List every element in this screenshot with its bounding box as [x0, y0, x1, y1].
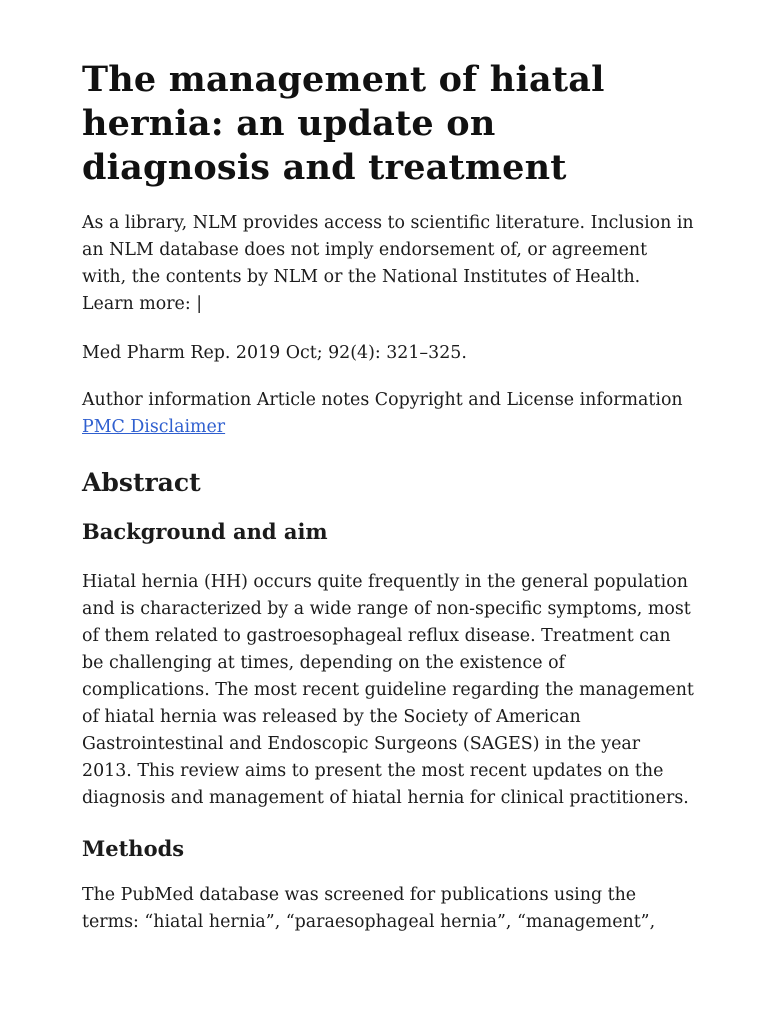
background-text: Hiatal hernia (HH) occurs quite frequently in the general population and is characterized by a wide range of non-specific symptoms, most of them related to gastroesophageal reflux disease. Treatment can be challenging at times, depending on the existence of complications. The most recent guideline regarding the management of hiatal hernia was released by the Society of American Gastrointestinal and Endoscopic Surgeons (SAGES) in the year 2013. This review aims to present the most recent updates on the diagnosis and management of hiatal hernia for clinical practitioners. [82, 572, 694, 808]
citation: Med Pharm Rep. 2019 Oct; 92(4): 321–325. [82, 343, 467, 363]
nlm-disclaimer: As a library, NLM provides access to scientific literature. Inclusion in an NLM database does not imply endorsement of, or agreement with, the contents by NLM or the National Institutes of Health. Learn more: | [82, 213, 694, 314]
article-meta [82, 387, 694, 441]
article-title: The management of hiatal hernia: an update on diagnosis and treatment [82, 59, 605, 188]
background-heading: Background and aim [82, 519, 328, 544]
methods-heading: Methods [82, 836, 185, 861]
meta-links-text[interactable]: Author information Article notes Copyright and License information [82, 390, 683, 410]
methods-text: The PubMed database was screened for publications using the terms: “hiatal hernia”, “paraesophageal hernia”, “management”, [82, 885, 656, 932]
article-content [82, 58, 694, 936]
pmc-disclaimer-link[interactable]: PMC Disclaimer [82, 417, 226, 437]
abstract-heading: Abstract [82, 468, 201, 497]
